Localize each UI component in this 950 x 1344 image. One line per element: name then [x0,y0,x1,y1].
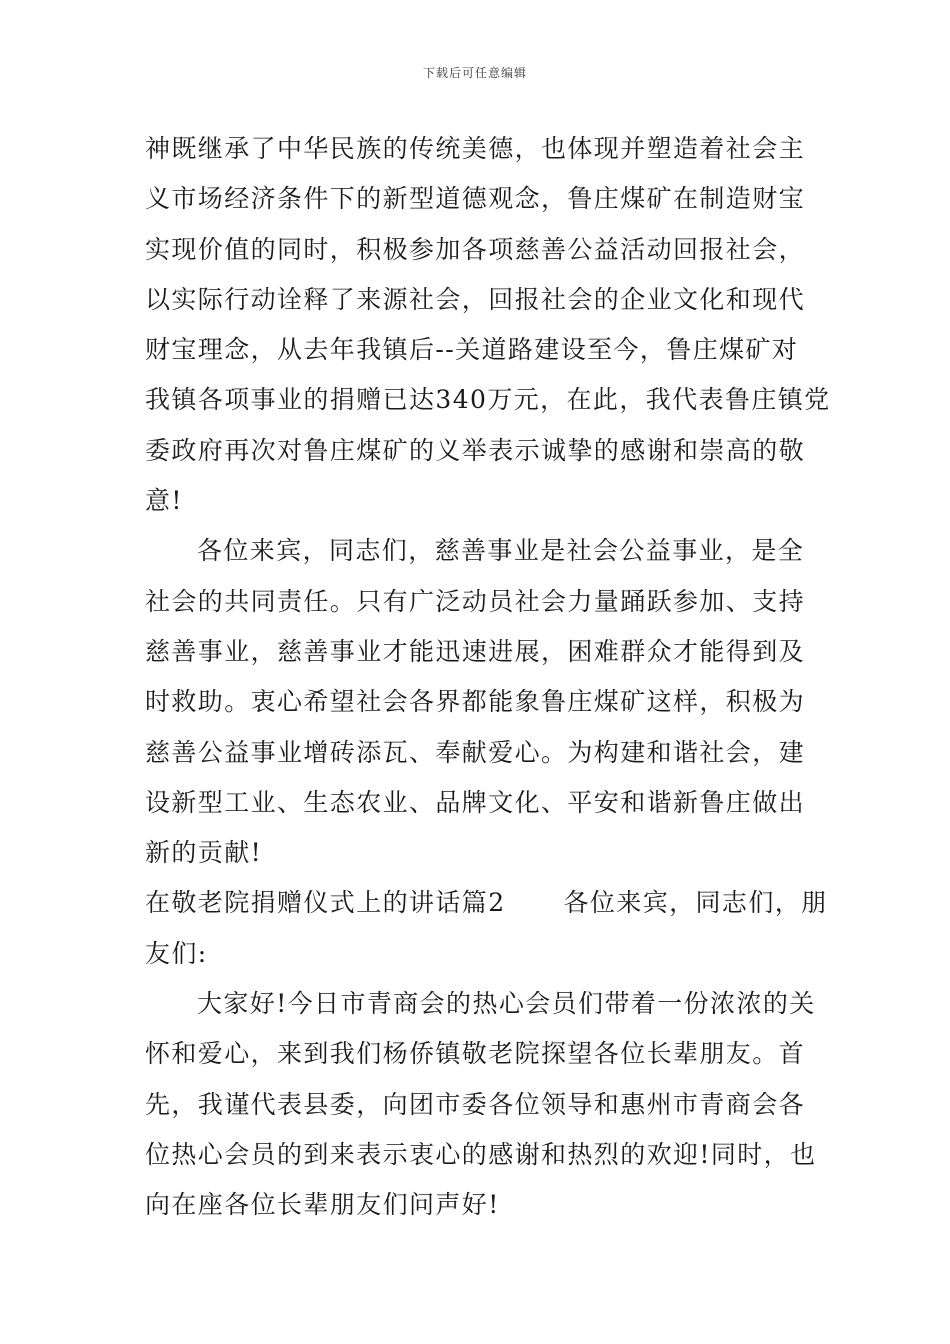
text-line: 时救助。衷心希望社会各界都能象鲁庄煤矿这样，积极为 [145,687,806,717]
text-line: 神既继承了中华民族的传统美德，也体现并塑造着社会主 [145,134,806,163]
paragraph-2 [145,526,813,878]
text-line: 各位来宾，同志们，慈善事业是社会公益事业，是全 [197,536,805,566]
text-line: 设新型工业、生态农业、品牌文化、平安和谐新鲁庄做出 [145,787,806,817]
text-line: 社会的共同责任。只有广泛动员社会力量踊跃参加、支持 [145,586,806,616]
text-line: 新的贡献! [145,838,263,868]
greeting-continued: 友们: [145,938,208,968]
section-heading-line [145,878,828,928]
paragraph-3 [145,979,817,1230]
section-heading-block [145,878,828,979]
text-line: 义市场经济条件下的新型道德观念，鲁庄煤矿在制造财宝 [145,184,806,214]
text-line: 以实际行动诠释了来源社会，回报社会的企业文化和现代 [145,284,806,314]
text-line: 财宝理念，从去年我镇后--关道路建设至今，鲁庄煤矿对 [145,335,799,365]
text-line: 向在座各位长辈朋友们问声好! [145,1190,500,1220]
text-line: 先，我谨代表县委，向团市委各位领导和惠州市青商会各 [145,1089,806,1119]
greeting-text: 各位来宾，同志们，朋 [563,888,828,918]
text-line: 意! [145,486,183,516]
text-line: 怀和爱心，来到我们杨侨镇敬老院探望各位长辈朋友。首 [145,1039,806,1069]
text-line: 委政府再次对鲁庄煤矿的义举表示诚挚的感谢和崇高的敬 [145,435,806,465]
section-title: 在敬老院捐赠仪式上的讲话篇2 [145,888,506,918]
text-line: 慈善公益事业增砖添瓦、奉献爱心。为构建和谐社会，建 [145,737,806,767]
document-body [145,124,831,1231]
text-line: 大家好!今日市青商会的热心会员们带着一份浓浓的关 [197,989,816,1019]
header-note: 下载后可任意编辑 [422,66,527,80]
text-line: 实现价值的同时，积极参加各项慈善公益活动回报社会， [145,234,806,264]
text-line: 我镇各项事业的捐赠已达340万元，在此，我代表鲁庄镇党 [145,385,831,415]
text-line: 慈善事业，慈善事业才能迅速进展，困难群众才能得到及 [145,636,806,666]
text-line: 位热心会员的到来表示衷心的感谢和热烈的欢迎!同时，也 [145,1139,817,1169]
paragraph-1 [145,124,831,526]
